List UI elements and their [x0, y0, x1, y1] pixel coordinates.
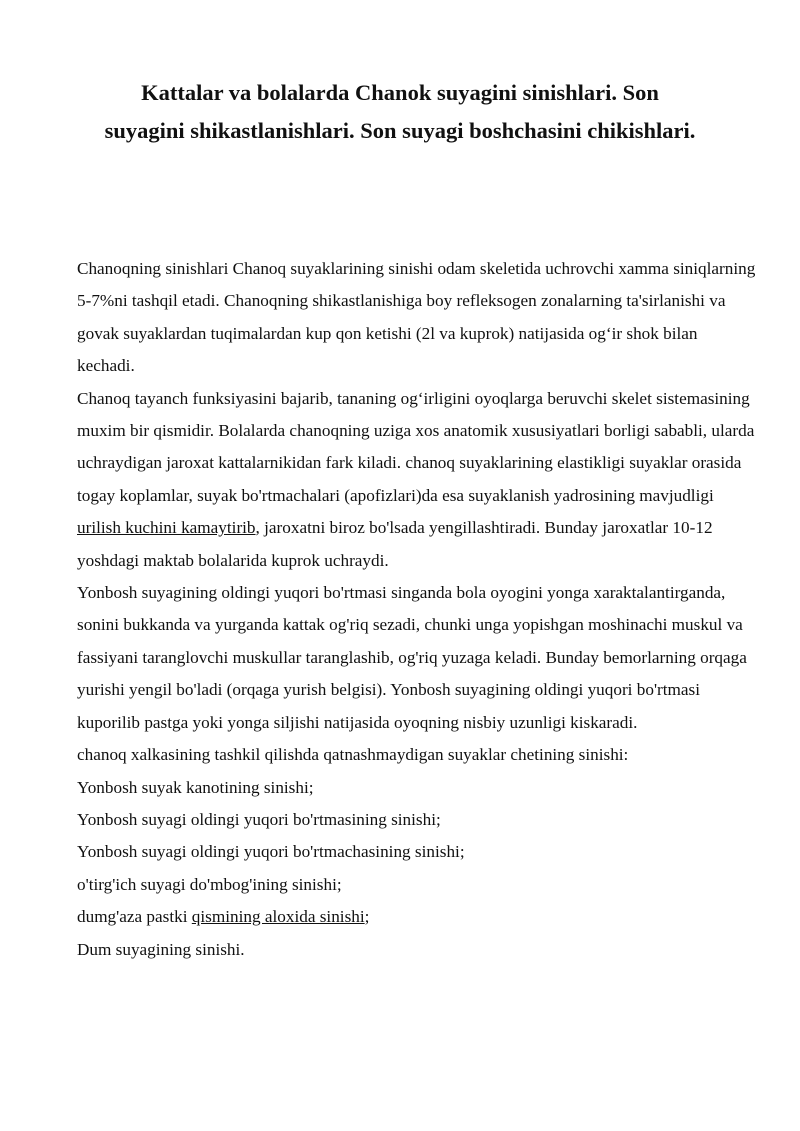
- paragraph-text: Chanoq tayanch funksiyasini bajarib, tananing og‘irligini oyoqlarga beruvchi skelet sistemasining muxim bir qismidir. Bolalarda chanoqning uziga xos anatomik xususiyatlari borligi sababli, ularda uchraydigan jaroxat kattalarnikidan fark kiladi. chanoq suyaklarining elastikligi suyaklar orasida togay koplamlar, suyak bo'rtmachalari (apofizlari)da esa suyaklanish yadrosining mavjudligi: [77, 388, 755, 505]
- document-body: [77, 253, 757, 966]
- paragraph-pelvis-children: [77, 383, 757, 577]
- paragraph-text: Chanoqning sinishlari Chanoq suyaklarining sinishi odam skeletida uchrovchi xamma siniqlarning 5-7%ni tashqil etadi. Chanoqning shikastlanishiga boy refleksogen zonalarning ta'sirlanishi va govak suyaklardan tuqimalardan kup qon ketishi (2l va kuprok) natijasida og‘ir shok bilan kechadi.: [77, 259, 756, 376]
- list-item-text: Dum suyagining sinishi.: [77, 939, 245, 959]
- document-title: [60, 74, 740, 150]
- hyperlink-qismining-aloxida[interactable]: qismining aloxida sinishi: [191, 907, 365, 927]
- paragraph-text: , jaroxatni biroz bo'lsada yengillashtiradi. Bunday jaroxatlar 10-12 yoshdagi maktab bolalarida kuprok uchraydi.: [77, 518, 713, 570]
- list-item: [77, 836, 757, 868]
- list-item-text: Yonbosh suyagi oldingi yuqori bo'rtmasining sinishi;: [77, 809, 441, 829]
- paragraph-text: chanoq xalkasining tashkil qilishda qatnashmaydigan suyaklar chetining sinishi:: [77, 745, 629, 765]
- list-item: [77, 804, 757, 836]
- list-item: [77, 869, 757, 901]
- title-line-2: suyagini shikastlanishlari. Son suyagi boshchasini chikishlari.: [104, 118, 696, 143]
- list-item: [77, 901, 757, 933]
- paragraph-iliac-spine: [77, 577, 757, 739]
- list-item-text: dumg'aza pastki: [77, 907, 192, 927]
- list-item-text: Yonbosh suyagi oldingi yuqori bo'rtmachasining sinishi;: [77, 842, 465, 862]
- hyperlink-urilish-kuchini[interactable]: urilish kuchini kamaytirib: [77, 518, 256, 538]
- paragraph-pelvis-fractures: [77, 253, 757, 383]
- list-item-text: o'tirg'ich suyagi do'mbog'ining sinishi;: [77, 874, 342, 894]
- paragraph-text: Yonbosh suyagining oldingi yuqori bo'rtmasi singanda bola oyogini yonga xaraktalantirganda, sonini bukkanda va yurganda kattak og'riq sezadi, chunki unga yopishgan moshinachi muskul va fassiyani taranglovchi muskullar taranglashib, og'riq yuzaga keladi. Bunday bemorlarning orqaga yurishi yengil bo'ladi (orqaga yurish belgisi). Yonbosh suyagining oldingi yuqori bo'rtmasi kuporilib pastga yoki yonga siljishi natijasida oyoqning nisbiy uzunligi kiskaradi.: [77, 583, 747, 732]
- list-item: [77, 934, 757, 966]
- list-item: [77, 772, 757, 804]
- list-item-text: Yonbosh suyak kanotining sinishi;: [77, 777, 314, 797]
- list-item-text: ;: [364, 907, 370, 927]
- list-intro: [77, 739, 757, 771]
- title-line-1: Kattalar va bolalarda Chanok suyagini sinishlari. Son: [141, 80, 659, 105]
